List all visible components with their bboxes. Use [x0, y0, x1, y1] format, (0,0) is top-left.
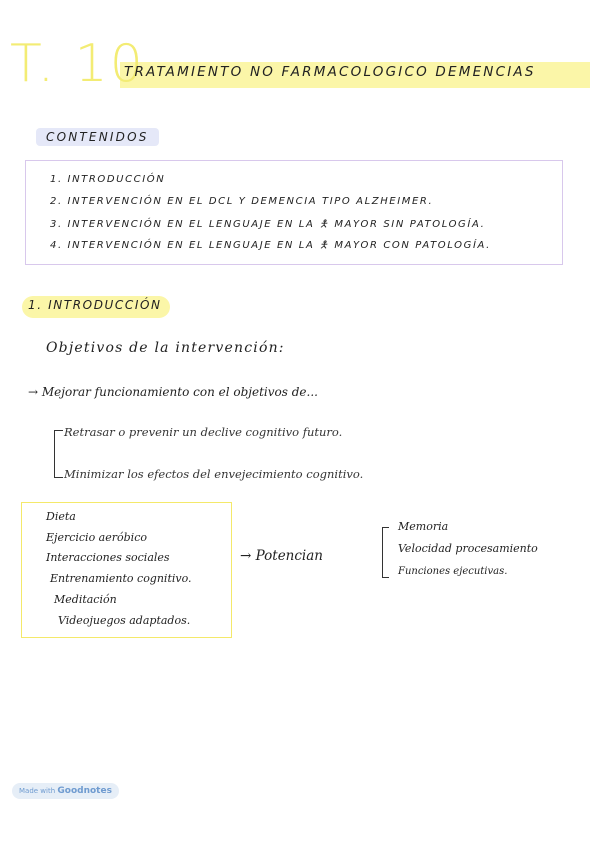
activity-item-3: Interacciones sociales [46, 551, 170, 564]
potencian-item-1: Memoria [398, 520, 449, 533]
potencian-label: → Potencian [240, 548, 323, 564]
contents-item-2: 2. INTERVENCIÓN EN EL DCL Y DEMENCIA TIPO ALZHEIMER. [50, 196, 434, 207]
contents-label: CONTENIDOS [36, 128, 159, 146]
objectives-bracket [54, 430, 63, 478]
contents-item-1: 1. INTRODUCCIÓN [50, 174, 166, 185]
goodnotes-badge[interactable] [12, 783, 119, 799]
activity-item-5: Meditación [54, 593, 117, 606]
activity-item-6: Videojuegos adaptados. [58, 614, 191, 627]
objective-item-2: Minimizar los efectos del envejecimiento cognitivo. [64, 467, 364, 481]
activity-item-4: Entrenamiento cognitivo. [50, 572, 192, 585]
contents-item-4: 4. INTERVENCIÓN EN EL LENGUAJE EN LA 🯅 MAYOR CON PATOLOGÍA. [50, 240, 491, 251]
goodnotes-prefix: Made with [19, 787, 56, 795]
section-heading: 1. INTRODUCCIÓN [28, 298, 162, 312]
goodnotes-brand: Goodnotes [57, 786, 112, 796]
activity-item-2: Ejercicio aeróbico [46, 531, 147, 544]
topic-number: T. 10 [10, 34, 145, 94]
page-title: TRATAMIENTO NO FARMACOLOGICO DEMENCIAS [124, 64, 536, 80]
objective-item-1: Retrasar o prevenir un declive cognitivo futuro. [64, 425, 343, 439]
activity-item-1: Dieta [46, 510, 76, 523]
objectives-title: Objetivos de la intervención: [46, 340, 285, 356]
potencian-item-2: Velocidad procesamiento [398, 542, 538, 555]
contents-item-3: 3. INTERVENCIÓN EN EL LENGUAJE EN LA 🯅 MAYOR SIN PATOLOGÍA. [50, 219, 486, 230]
potencian-item-3: Funciones ejecutivas. [398, 566, 508, 577]
objective-arrow-line: → Mejorar funcionamiento con el objetivos de... [28, 385, 318, 399]
potencian-bracket [382, 527, 389, 578]
